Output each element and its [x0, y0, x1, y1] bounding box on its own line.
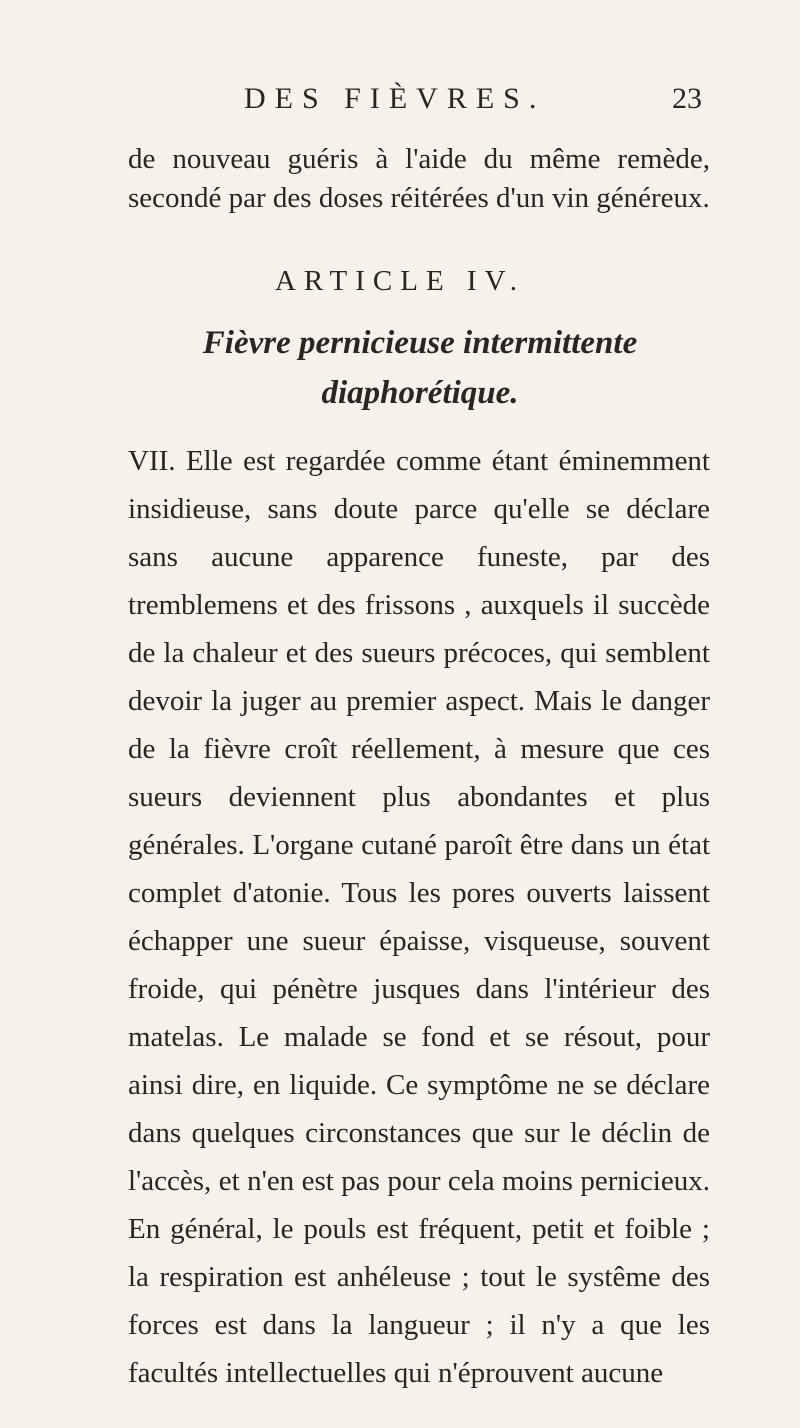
body-text: [128, 437, 710, 1397]
section-subtitle: Fièvre pernicieuse intermittente diaphorétique.: [202, 325, 638, 411]
running-head-title: DES FIÈVRES.: [244, 82, 546, 115]
section-heading: ARTICLE IV.: [274, 265, 526, 297]
carryover-paragraph: de nouveau guéris à l'aide du même remède, secondé par des doses réitérées d'un vin généreux.: [128, 143, 710, 214]
page-number: 23: [672, 82, 702, 115]
paragraph-vii: VII. Elle est regardée comme étant éminemment insidieuse, sans doute parce qu'elle se déclare sans aucune apparence funeste, par des tremblemens et des frissons , auxquels il succède de la chaleur et des sueurs précoces, qui semblent devoir la juger au premier aspect. Mais le danger de la fièvre croît réellement, à mesure que ces sueurs deviennent plus abondantes et plus générales. L'organe cutané paroît être dans un état complet d'atonie. Tous les pores ouverts laissent échapper une sueur épaisse, visqueuse, souvent froide, qui pénètre jusques dans l'intérieur des matelas. Le malade se fond et se résout, pour ainsi dire, en liquide. Ce symptôme ne se déclare dans quelques circonstances que sur le déclin de l'accès, et n'en est pas pour cela moins pernicieux. En général, le pouls est fréquent, petit et foible ; la respiration est anhéleuse ; tout le systême des forces est dans la langueur ; il n'y a que les facultés intellectuelles qui n'éprouvent aucune: [128, 445, 710, 1389]
running-head: [244, 82, 702, 122]
